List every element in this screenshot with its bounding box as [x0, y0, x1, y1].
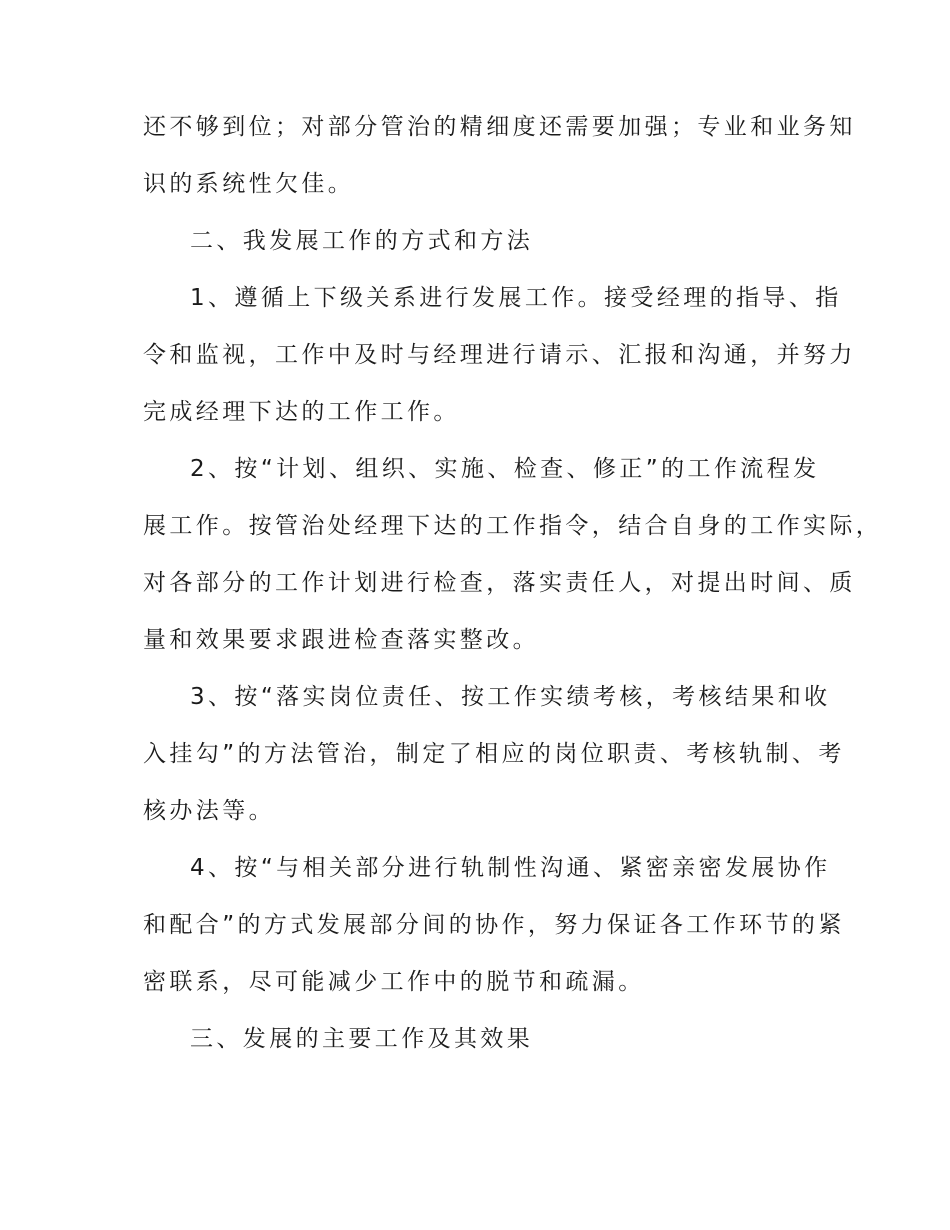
- text-line: 还不够到位；对部分管治的精细度还需要加强；专业和业务知: [143, 114, 856, 140]
- text-line: 展工作。按管治处经理下达的工作指令，结合自身的工作实际，: [143, 513, 883, 539]
- text-line: 量和效果要求跟进检查落实整改。: [143, 627, 539, 653]
- text-line: 1、遵循上下级关系进行发展工作。接受经理的指导、指: [190, 285, 842, 311]
- text-line: 3、按“落实岗位责任、按工作实绩考核，考核结果和收: [190, 684, 831, 710]
- text-line: 完成经理下达的工作工作。: [143, 399, 460, 425]
- text-line: 2、按“计划、组织、实施、检查、修正”的工作流程发: [190, 456, 820, 482]
- text-line: 密联系，尽可能减少工作中的脱节和疏漏。: [143, 969, 645, 995]
- text-line: 4、按“与相关部分进行轨制性沟通、紧密亲密发展协作: [190, 855, 831, 881]
- text-line: 核办法等。: [143, 798, 275, 824]
- text-line: 入挂勾”的方法管治，制定了相应的岗位职责、考核轨制、考: [143, 741, 845, 767]
- text-line: 识的系统性欠佳。: [143, 171, 355, 197]
- text-line: 对各部分的工作计划进行检查，落实责任人，对提出时间、质: [143, 570, 856, 596]
- text-line: 令和监视，工作中及时与经理进行请示、汇报和沟通，并努力: [143, 342, 856, 368]
- text-line: 和配合”的方式发展部分间的协作，努力保证各工作环节的紧: [143, 912, 845, 938]
- section-heading: 二、我发展工作的方式和方法: [190, 228, 534, 254]
- section-heading: 三、发展的主要工作及其效果: [190, 1026, 534, 1052]
